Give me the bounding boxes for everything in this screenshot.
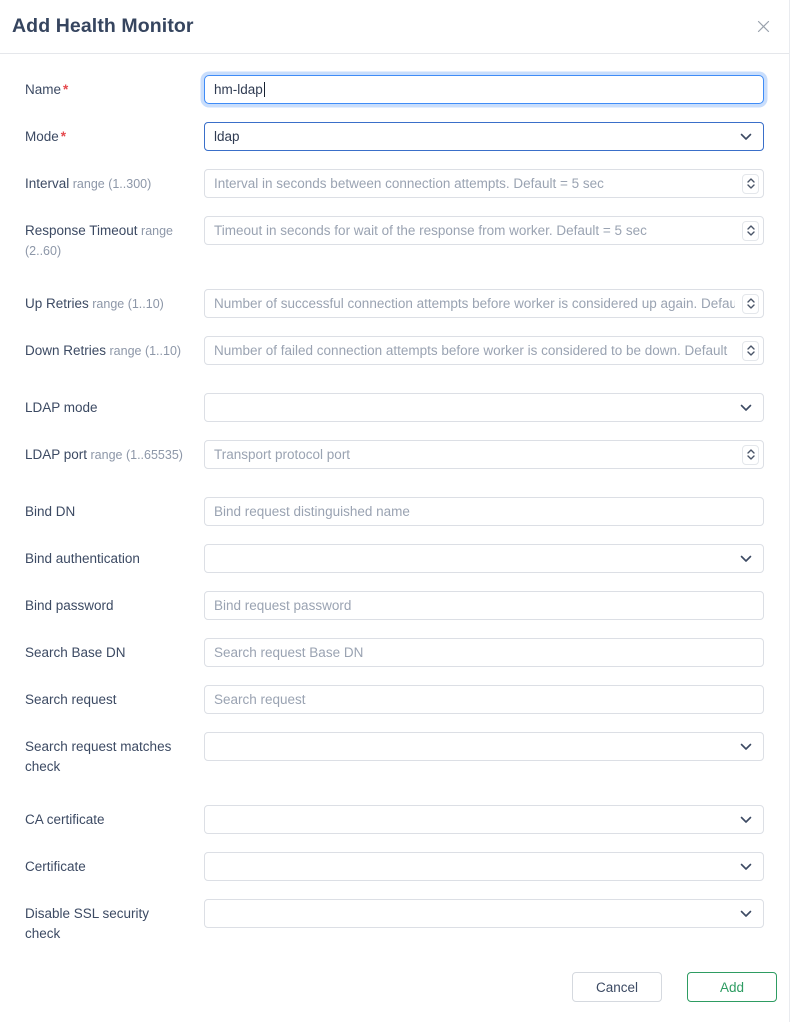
form-row-ca-certificate bbox=[25, 805, 764, 834]
mode-field bbox=[204, 122, 764, 151]
form-row-ldap-port bbox=[25, 440, 764, 469]
ca-certificate-label bbox=[25, 805, 187, 830]
select-value: ldap bbox=[214, 129, 240, 144]
number-stepper-icon[interactable] bbox=[742, 294, 759, 314]
form-row-bind-dn bbox=[25, 497, 764, 526]
ldap-port-label bbox=[25, 440, 187, 465]
bind-authentication-field bbox=[204, 544, 764, 573]
search-base-dn-input[interactable] bbox=[204, 638, 764, 667]
chevron-down-icon bbox=[740, 555, 752, 563]
form-row-mode bbox=[25, 122, 764, 151]
field-label-text: Response Timeout bbox=[25, 223, 138, 238]
mode-label bbox=[25, 122, 187, 147]
name-input[interactable] bbox=[204, 75, 764, 104]
mode-select[interactable] bbox=[204, 122, 764, 151]
chevron-down-icon bbox=[740, 743, 752, 751]
certificate-field bbox=[204, 852, 764, 881]
bind-password-field bbox=[204, 591, 764, 620]
name-label bbox=[25, 75, 187, 100]
field-range-hint: range (2..60) bbox=[25, 224, 174, 258]
field-label-text: Mode bbox=[25, 129, 59, 144]
field-range-hint: range (1..65535) bbox=[87, 448, 183, 462]
number-stepper-icon[interactable] bbox=[742, 341, 759, 361]
form-row-ldap-mode bbox=[25, 393, 764, 422]
close-icon[interactable] bbox=[753, 17, 773, 37]
interval-field bbox=[204, 169, 764, 198]
chevron-down-icon bbox=[740, 816, 752, 824]
search-request-matches-check-field bbox=[204, 732, 764, 761]
form-row-up-retries bbox=[25, 289, 764, 318]
dialog-header bbox=[0, 0, 789, 54]
form-row-certificate bbox=[25, 852, 764, 881]
field-label-text: Search request bbox=[25, 692, 117, 707]
interval-input[interactable] bbox=[204, 169, 764, 198]
form-row-search-request bbox=[25, 685, 764, 714]
form-row-down-retries bbox=[25, 336, 764, 365]
text-cursor bbox=[264, 82, 266, 97]
bind-dn-input[interactable] bbox=[204, 497, 764, 526]
field-range-hint: range (1..10) bbox=[106, 344, 182, 358]
response-timeout-input[interactable] bbox=[204, 216, 764, 245]
field-label-text: Search Base DN bbox=[25, 645, 126, 660]
chevron-down-icon bbox=[740, 863, 752, 871]
chevron-down-icon bbox=[740, 910, 752, 918]
up-retries-label bbox=[25, 289, 187, 314]
chevron-down-icon bbox=[740, 133, 752, 141]
field-label-text: Bind DN bbox=[25, 504, 76, 519]
chevron-down-icon bbox=[740, 404, 752, 412]
form-body bbox=[0, 54, 789, 944]
search-request-input[interactable] bbox=[204, 685, 764, 714]
bind-authentication-label bbox=[25, 544, 187, 569]
field-label-text: Down Retries bbox=[25, 343, 107, 358]
disable-ssl-security-check-field bbox=[204, 899, 764, 928]
form-row-bind-password bbox=[25, 591, 764, 620]
field-label-text: Search request matches check bbox=[25, 739, 172, 774]
form-row-bind-authentication bbox=[25, 544, 764, 573]
field-label-text: Bind password bbox=[25, 598, 114, 613]
number-stepper-icon[interactable] bbox=[742, 174, 759, 194]
form-row-disable-ssl-security-check bbox=[25, 899, 764, 944]
field-label-text: LDAP mode bbox=[25, 400, 98, 415]
ldap-mode-field bbox=[204, 393, 764, 422]
bind-dn-field bbox=[204, 497, 764, 526]
ca-certificate-select[interactable] bbox=[204, 805, 764, 834]
field-range-hint: range (1..10) bbox=[88, 297, 164, 311]
form-row-interval bbox=[25, 169, 764, 198]
bind-authentication-select[interactable] bbox=[204, 544, 764, 573]
field-label-text: Disable SSL security check bbox=[25, 906, 150, 941]
required-asterisk: * bbox=[63, 82, 69, 97]
down-retries-label bbox=[25, 336, 187, 361]
ldap-mode-select[interactable] bbox=[204, 393, 764, 422]
certificate-label bbox=[25, 852, 187, 877]
field-label-text: Bind authentication bbox=[25, 551, 140, 566]
ldap-port-input[interactable] bbox=[204, 440, 764, 469]
name-field bbox=[204, 75, 764, 104]
number-stepper-icon[interactable] bbox=[742, 221, 759, 241]
field-label-text: LDAP port bbox=[25, 447, 88, 462]
bind-password-label bbox=[25, 591, 187, 616]
search-request-label bbox=[25, 685, 187, 710]
interval-label bbox=[25, 169, 187, 194]
number-stepper-icon[interactable] bbox=[742, 445, 759, 465]
input-value: hm-ldap bbox=[214, 82, 263, 97]
search-request-matches-check-label bbox=[25, 732, 187, 777]
search-request-field bbox=[204, 685, 764, 714]
ldap-mode-label bbox=[25, 393, 187, 418]
add-button[interactable]: Add bbox=[687, 972, 777, 1002]
ldap-port-field bbox=[204, 440, 764, 469]
search-base-dn-label bbox=[25, 638, 187, 663]
form-row-response-timeout bbox=[25, 216, 764, 261]
required-asterisk: * bbox=[60, 129, 67, 144]
bind-password-input[interactable] bbox=[204, 591, 764, 620]
ca-certificate-field bbox=[204, 805, 764, 834]
field-label-text: Name bbox=[25, 82, 62, 97]
up-retries-input[interactable] bbox=[204, 289, 764, 318]
form-row-name bbox=[25, 75, 764, 104]
search-request-matches-check-select[interactable] bbox=[204, 732, 764, 761]
field-label-text: Interval bbox=[25, 176, 70, 191]
field-range-hint: range (1..300) bbox=[69, 177, 152, 191]
response-timeout-field bbox=[204, 216, 764, 245]
down-retries-input[interactable] bbox=[204, 336, 764, 365]
field-label-text: Up Retries bbox=[25, 296, 89, 311]
disable-ssl-security-check-label bbox=[25, 899, 187, 944]
search-base-dn-field bbox=[204, 638, 764, 667]
field-label-text: CA certificate bbox=[25, 812, 105, 827]
dialog-footer bbox=[0, 972, 789, 1002]
form-row-search-base-dn bbox=[25, 638, 764, 667]
up-retries-field bbox=[204, 289, 764, 318]
disable-ssl-security-check-select[interactable] bbox=[204, 899, 764, 928]
bind-dn-label bbox=[25, 497, 187, 522]
dialog-title: Add Health Monitor bbox=[12, 15, 194, 37]
form-row-search-request-matches-check bbox=[25, 732, 764, 777]
field-label-text: Certificate bbox=[25, 859, 86, 874]
response-timeout-label bbox=[25, 216, 187, 261]
down-retries-field bbox=[204, 336, 764, 365]
cancel-button[interactable]: Cancel bbox=[572, 972, 662, 1002]
certificate-select[interactable] bbox=[204, 852, 764, 881]
